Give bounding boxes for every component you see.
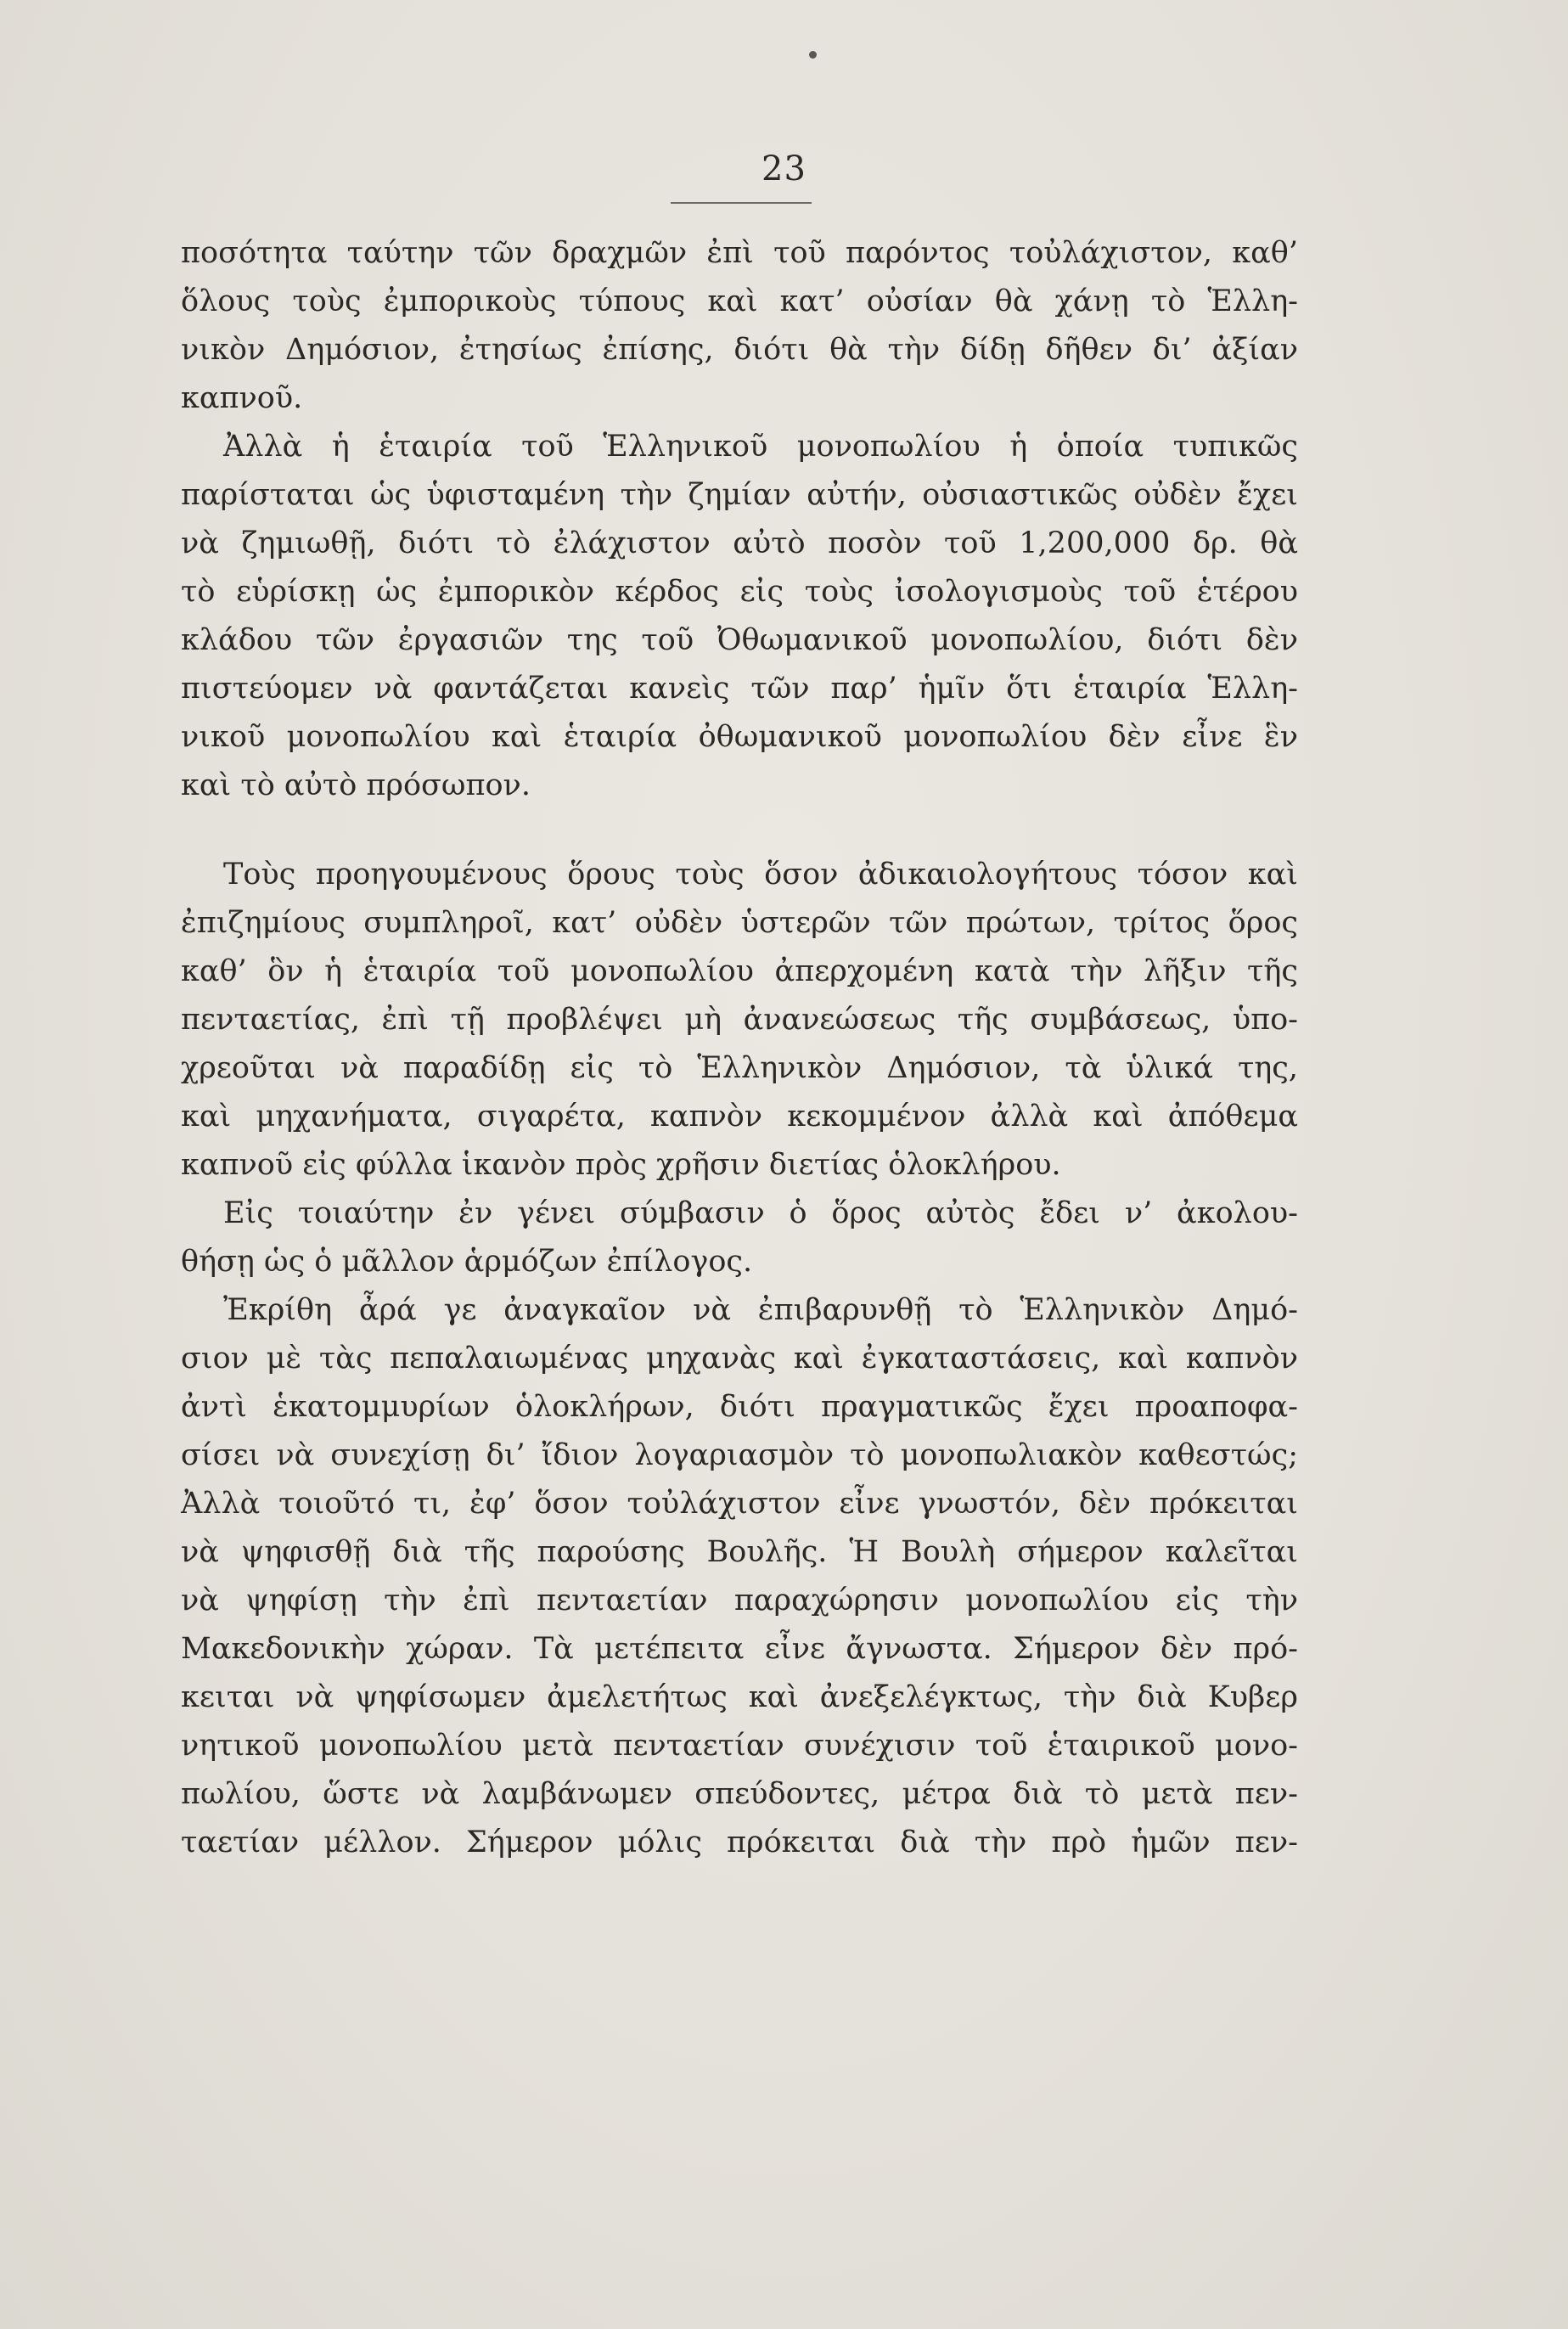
text-line: ταετίαν μέλλον. Σήμερον μόλις πρόκειται διὰ τὴν πρὸ ἡμῶν πεν- [181, 1826, 1298, 1859]
text-line: Τοὺς προηγουμένους ὅρους τοὺς ὅσον ἀδικαιολογήτους τόσον καὶ [223, 858, 1298, 892]
ink-dot [809, 51, 817, 59]
text-line: καὶ μηχανήματα, σιγαρέτα, καπνὸν κεκομμένον ἀλλὰ καὶ ἀπόθεμα [181, 1100, 1298, 1134]
text-line: νικοῦ μονοπωλίου καὶ ἑταιρία ὀθωμανικοῦ μονοπωλίου δὲν εἶνε ἓν [181, 720, 1298, 754]
text-line: Ἐκρίθη ἆρά γε ἀναγκαῖον νὰ ἐπιβαρυνθῇ τὸ Ἑλληνικὸν Δημό- [223, 1293, 1298, 1327]
page-number-rule [671, 202, 812, 204]
text-line: τὸ εὑρίσκῃ ὡς ἐμπορικὸν κέρδος εἰς τοὺς ἰσολογισμοὺς τοῦ ἑτέρου [181, 575, 1298, 609]
text-line: θήσῃ ὡς ὁ μᾶλλον ἁρμόζων ἐπίλογος. [181, 1245, 753, 1279]
text-line: πιστεύομεν νὰ φαντάζεται κανεὶς τῶν παρ’ ἡμῖν ὅτι ἑταιρία Ἑλλη- [181, 672, 1298, 706]
text-line: σιον μὲ τὰς πεπαλαιωμένας μηχανὰς καὶ ἐγκαταστάσεις, καὶ καπνὸν [181, 1342, 1298, 1375]
paragraph-2 [181, 423, 1298, 810]
text-line: Ἀλλὰ ἡ ἑταιρία τοῦ Ἑλληνικοῦ μονοπωλίου ἡ ὁποία τυπικῶς [223, 430, 1298, 464]
paragraph-4 [181, 1190, 1298, 1286]
text-line: νητικοῦ μονοπωλίου μετὰ πενταετίαν συνέχισιν τοῦ ἑταιρικοῦ μονο- [181, 1729, 1298, 1763]
text-line: νὰ ψηφισθῇ διὰ τῆς παρούσης Βουλῆς. Ἡ Βουλὴ σήμερον καλεῖται [181, 1535, 1298, 1569]
text-line: νὰ ζημιωθῇ, διότι τὸ ἐλάχιστον αὐτὸ ποσὸν τοῦ 1,200,000 δρ. θὰ [181, 526, 1298, 560]
text-line: πενταετίας, ἐπὶ τῇ προβλέψει μὴ ἀνανεώσεως τῆς συμβάσεως, ὑπο- [181, 1003, 1298, 1037]
text-line: κειται νὰ ψηφίσωμεν ἀμελετήτως καὶ ἀνεξελέγκτως, τὴν διὰ Κυβερ [181, 1680, 1298, 1714]
text-line: ἐπιζημίους συμπληροῖ, κατ’ οὐδὲν ὑστερῶν τῶν πρώτων, τρίτος ὅρος [181, 906, 1298, 940]
paragraph-5 [181, 1286, 1298, 1867]
text-line: παρίσταται ὡς ὑφισταμένη τὴν ζημίαν αὐτήν, οὐσιαστικῶς οὐδὲν ἔχει [181, 478, 1298, 512]
text-line: χρεοῦται νὰ παραδίδῃ εἰς τὸ Ἑλληνικὸν Δημόσιον, τὰ ὑλικά της, [181, 1051, 1298, 1085]
text-line: νικὸν Δημόσιον, ἐτησίως ἐπίσης, διότι θὰ τὴν δίδῃ δῆθεν δι’ ἀξίαν [181, 333, 1298, 367]
text-line: ὅλους τοὺς ἐμπορικοὺς τύπους καὶ κατ’ οὐσίαν θὰ χάνῃ τὸ Ἑλλη- [181, 284, 1298, 318]
text-line: κλάδου τῶν ἐργασιῶν της τοῦ Ὀθωμανικοῦ μονοπωλίου, διότι δὲν [181, 623, 1298, 657]
text-line: ποσότητα ταύτην τῶν δραχμῶν ἐπὶ τοῦ παρόντος τοὐλάχιστον, καθ’ [181, 236, 1298, 270]
body-text [181, 229, 1298, 1867]
text-line: ἀντὶ ἑκατομμυρίων ὁλοκλήρων, διότι πραγματικῶς ἔχει προαποφα- [181, 1390, 1298, 1424]
text-line: καπνοῦ. [181, 381, 303, 415]
text-line: Εἰς τοιαύτην ἐν γένει σύμβασιν ὁ ὅρος αὐτὸς ἔδει ν’ ἀκολου- [223, 1196, 1298, 1230]
paragraph-3 [181, 851, 1298, 1190]
text-line: καπνοῦ εἰς φύλλα ἱκανὸν πρὸς χρῆσιν διετίας ὁλοκλήρου. [181, 1148, 1061, 1182]
page-number: 23 [762, 149, 806, 188]
text-line: νὰ ψηφίσῃ τὴν ἐπὶ πενταετίαν παραχώρησιν μονοπωλίου εἰς τὴν [181, 1584, 1298, 1617]
text-line: Ἀλλὰ τοιοῦτό τι, ἐφ’ ὅσον τοὐλάχιστον εἶνε γνωστόν, δὲν πρόκειται [181, 1487, 1298, 1521]
text-line: καθ’ ὃν ἡ ἑταιρία τοῦ μονοπωλίου ἀπερχομένη κατὰ τὴν λῆξιν τῆς [181, 954, 1298, 988]
text-line: καὶ τὸ αὐτὸ πρόσωπον. [181, 768, 531, 802]
text-line: σίσει νὰ συνεχίσῃ δι’ ἴδιον λογαριασμὸν τὸ μονοπωλιακὸν καθεστώς; [181, 1438, 1298, 1472]
paragraph-1 [181, 229, 1298, 423]
text-line: Μακεδονικὴν χώραν. Τὰ μετέπειτα εἶνε ἄγνωστα. Σήμερον δὲν πρό- [181, 1632, 1298, 1666]
text-line: πωλίου, ὥστε νὰ λαμβάνωμεν σπεύδοντες, μέτρα διὰ τὸ μετὰ πεν- [181, 1777, 1298, 1811]
